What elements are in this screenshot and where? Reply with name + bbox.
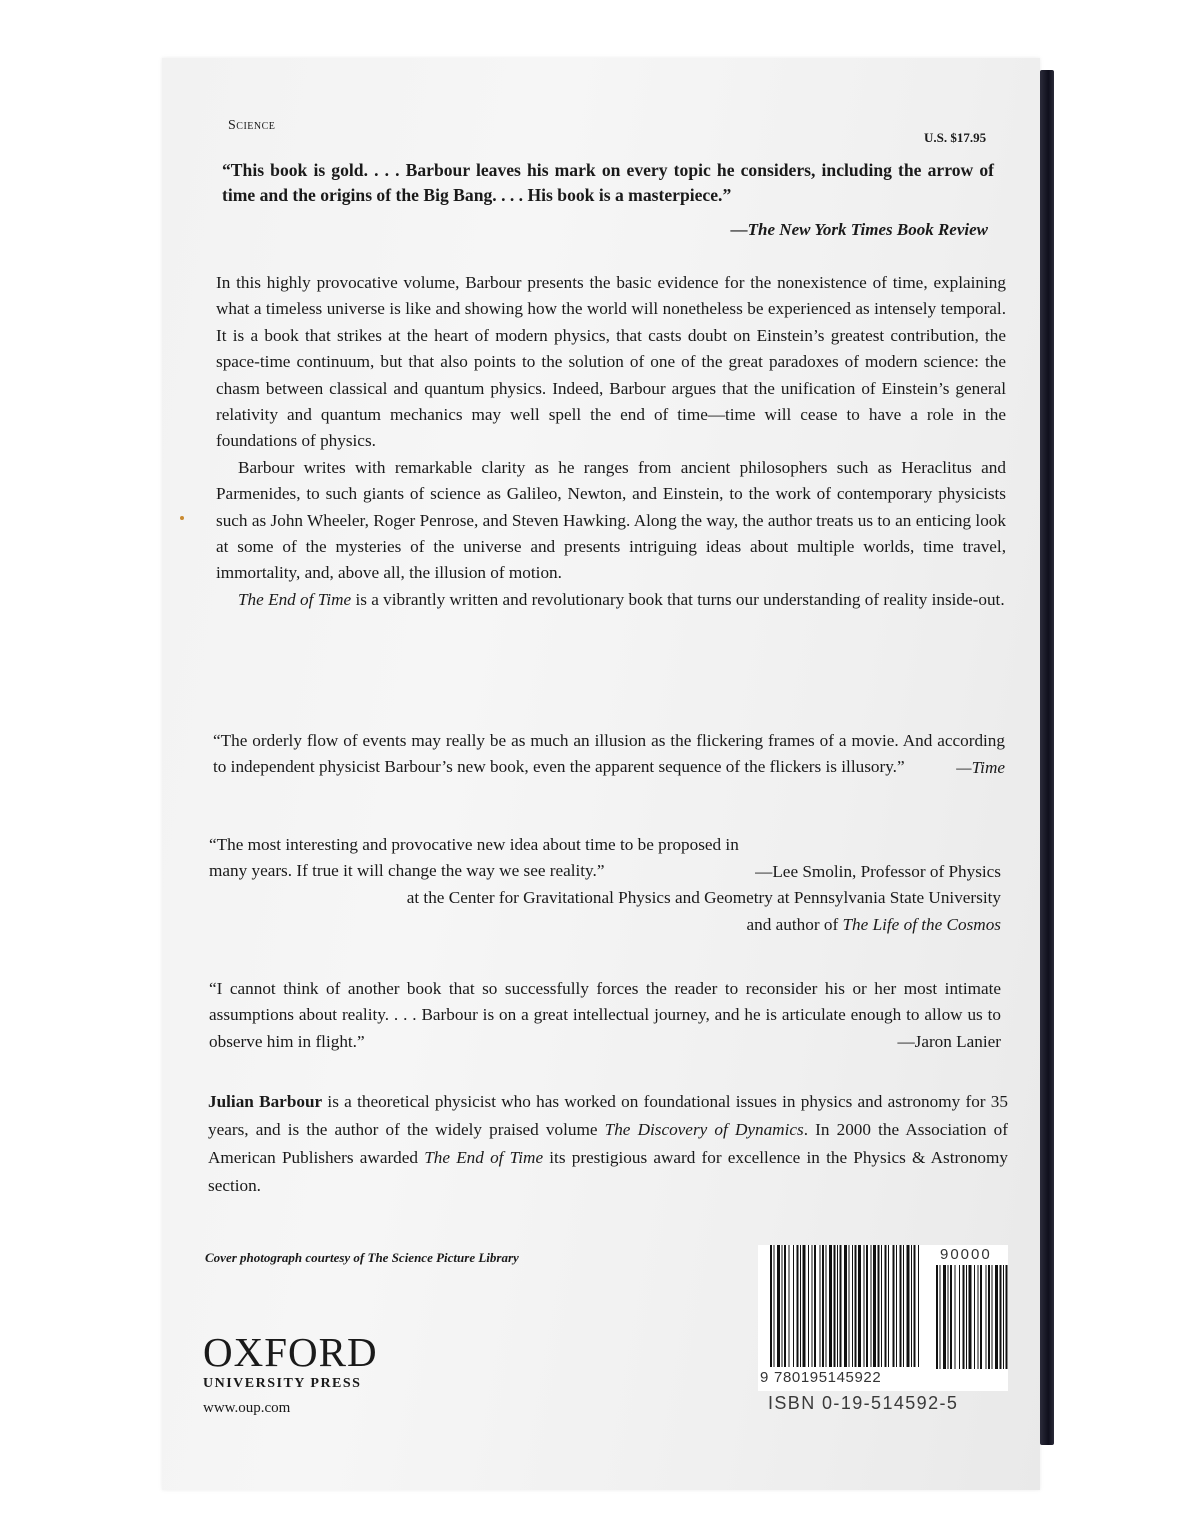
cover-credit: Cover photograph courtesy of The Science Picture Library [205,1250,519,1265]
barcode-bar [803,1245,806,1367]
barcode-first-digit: 9 [760,1369,769,1386]
description-paragraph-3 [216,587,1006,613]
barcode-bar [878,1245,880,1367]
barcode-bar [988,1265,990,1369]
publisher-logo [203,1330,378,1417]
barcode-bar [900,1245,902,1367]
barcode-bar [844,1245,847,1367]
book-description [216,270,1006,613]
lead-quote: “This book is gold. . . . Barbour leaves his mark on every topic he considers, including the arrow of time and the origins of the Big Bang. . . . His book is a masterpiece.” [222,160,994,205]
barcode-bar [834,1245,836,1367]
barcode-bar [822,1245,824,1367]
barcode-bar [808,1245,809,1367]
cited-book-title: The Life of the Cosmos [842,914,1001,934]
barcode-bar [871,1245,872,1367]
barcode-bar [837,1245,838,1367]
speck [180,516,184,520]
review-quote-time [213,728,1005,781]
barcode-bar [782,1245,783,1367]
barcode-bar [789,1245,790,1367]
barcode-bar [797,1245,799,1367]
barcode-bar [774,1245,775,1367]
barcode-bar [936,1265,938,1369]
review-quote-text: “The orderly flow of events may really be as much an illusion as the flickering frames of a movie. And according to independent physicist Barbour’s new book, even the apparent sequence of the flickers is illusory.” [213,731,1005,777]
barcode-bar [918,1245,919,1367]
barcode-bar [995,1265,998,1369]
barcode-bar [896,1245,897,1367]
barcode-bar [777,1245,780,1367]
review-quote-smolin [209,832,1001,938]
barcode-bar [849,1245,850,1367]
barcode [758,1245,1008,1391]
barcode-digits: 780195145922 [774,1369,882,1386]
review-quote-attribution-line-3 [209,912,1001,938]
barcode-bar [881,1245,882,1367]
barcode-bar [963,1265,965,1369]
barcode-bar [793,1245,794,1367]
barcode-bar [826,1245,827,1367]
description-paragraph-3-text: is a vibrantly written and revolutionary book that turns our understanding of reality inside-out. [351,589,1005,609]
barcode-bar [864,1245,865,1367]
bio-text-1: is a theoretical physicist who has worked on foundational issues in physics and astronomy for 35 years, and is the author of the widely praised volume [208,1092,1008,1139]
isbn: ISBN 0-19-514592-5 [768,1393,959,1413]
barcode-bar [992,1265,993,1369]
barcode-bar [974,1265,975,1369]
lead-quote-attribution: —The New York Times Book Review [730,220,988,239]
barcode-bar [840,1245,842,1367]
barcode-bar [885,1245,887,1367]
barcode-bar [966,1265,967,1369]
barcode-bar [1006,1265,1008,1369]
barcode-bar [1000,1265,1002,1369]
barcode-bar [907,1245,910,1367]
barcode-bar [852,1245,853,1367]
barcode-bar [914,1245,916,1367]
description-paragraph-2: Barbour writes with remarkable clarity as he ranges from ancient philosophers such as Heraclitus and Parmenides, to such giants of science as Galileo, Newton, and Einstein, to the work of contemporary physicists such as John Wheeler, Roger Penrose, and Steven Hawking. Along the way, the author treats us to an enticing look at some of the mysteries of the universe and presents intriguing ideas about multiple worlds, time travel, immortality, and, above all, the illusion of motion. [216,457,1006,583]
barcode-bar [980,1265,982,1369]
publisher-url: www.oup.com [203,1400,291,1416]
barcode-bar [829,1245,832,1367]
barcode-bar [948,1265,949,1369]
barcode-bar [820,1245,821,1367]
bio-book-1: The Discovery of Dynamics [604,1120,804,1139]
barcode-bar [1003,1265,1004,1369]
barcode-bar [950,1265,952,1369]
barcode-bar [986,1265,987,1369]
review-quote-lanier [209,976,1001,1056]
review-quote-text: “The most interesting and provocative new idea about time to be proposed in many years. If true it will change the way we see reality.” [209,835,739,881]
book-spine-edge [1040,70,1054,1445]
barcode-bar [903,1245,904,1367]
barcode-addon-digits: 90000 [940,1246,992,1263]
barcode-bar [888,1245,889,1367]
category-label: Science [228,118,276,133]
barcode-bar [943,1265,946,1369]
review-quote-attribution-line-2: at the Center for Gravitational Physics and Geometry at Pennsylvania State University [406,888,1001,908]
review-quote-attribution-prefix: and author of [746,914,843,934]
bio-text-3: its prestigious award for excellence in the Physics & Astronomy section. [208,1148,1008,1195]
barcode-bar [969,1265,972,1369]
review-quote-attribution: —Time [956,757,1005,777]
barcode-bar [866,1245,868,1367]
description-paragraph-1: In this highly provocative volume, Barbour presents the basic evidence for the nonexistence of time, explaining what a timeless universe is like and showing how the world will nonetheless be experienced as intensely temporal. It is a book that strikes at the heart of modern physics, that casts doubt on Einstein’s greatest contribution, the space-time continuum, but that also points to the solution of one of the great paradoxes of modern science: the chasm between classical and quantum physics. Indeed, Barbour argues that the unification of Einstein’s general relativity and quantum mechanics may well spell the end of time—time will cease to have a role in the foundations of physics. [216,273,1006,451]
barcode-bar [940,1265,941,1369]
barcode-bar [812,1245,813,1367]
book-title: The End of Time [238,589,352,609]
barcode-bar [814,1245,816,1367]
review-quote-attribution-line-1: —Lee Smolin, Professor of Physics [755,861,1001,881]
barcode-bar [911,1245,912,1367]
publisher-subtitle: UNIVERSITY PRESS [203,1376,362,1391]
price-label: U.S. $17.95 [924,130,987,145]
author-bio [208,1088,1008,1200]
barcode-bar [955,1265,956,1369]
bio-text-2: . In 2000 the Association of American Publishers awarded [208,1120,1008,1167]
barcode-bar [800,1245,801,1367]
barcode-bar [784,1245,786,1367]
barcode-bar [873,1245,876,1367]
barcode-bar [959,1265,960,1369]
barcode-bar [978,1265,979,1369]
review-quote-attribution: —Jaron Lanier [897,1032,1001,1052]
author-name: Julian Barbour [208,1092,323,1111]
barcode-bar [893,1245,895,1367]
publisher-name: OXFORD [203,1329,378,1375]
review-quote-text: “I cannot think of another book that so successfully forces the reader to reconsider his or her most intimate assumptions about reality. . . . Barbour is on a great intellectual journey, and he is articulate enough to allow us to observe him in flight.” [209,979,1001,1051]
barcode-bar [858,1245,861,1367]
barcode-bar [855,1245,857,1367]
bio-book-2: The End of Time [424,1148,544,1167]
barcode-bar [770,1245,772,1367]
